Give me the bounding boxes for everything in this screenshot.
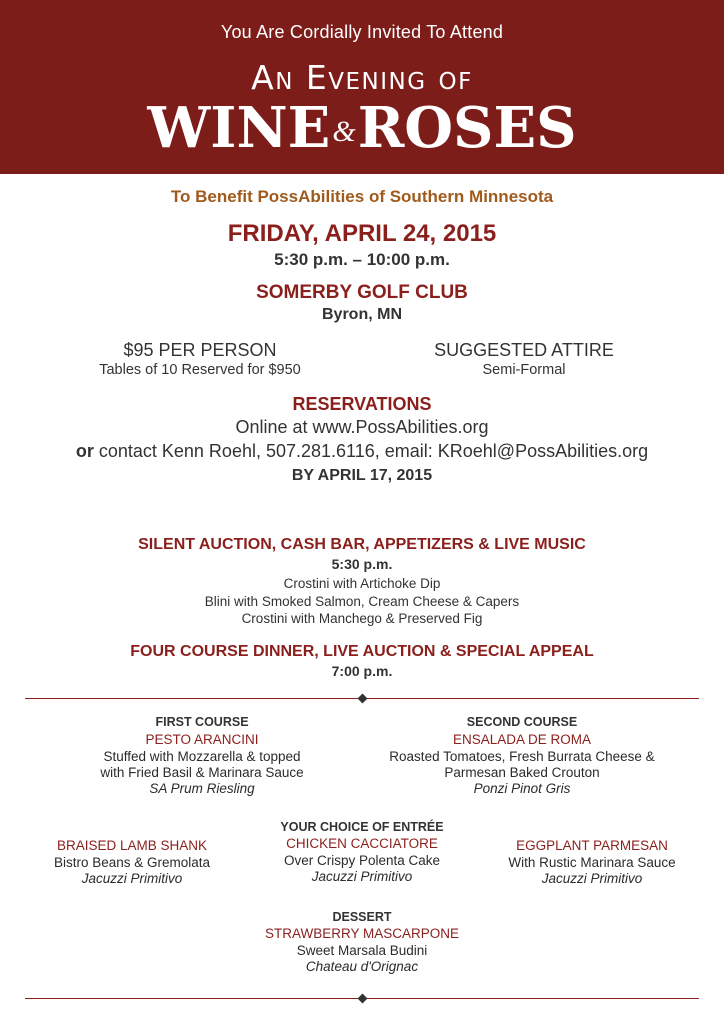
or-word: or [75,441,94,461]
price-label: $95 PER PERSON [123,340,277,360]
first-course-dish: PESTO ARANCINI [145,732,259,747]
dessert-wine: Chateau d'Orignac [305,959,419,974]
entree-chicken-dish: CHICKEN CACCIATORE [286,836,438,851]
invitation-line: You Are Cordially Invited To Attend [220,22,504,42]
entree-chicken-wine: Jacuzzi Primitivo [311,869,413,884]
dinner-time: 7:00 p.m. [331,663,393,679]
second-course-label: SECOND COURSE [466,715,578,729]
divider-diamond [358,994,368,1004]
appetizer-item: Crostini with Artichoke Dip [283,576,441,591]
first-course [52,715,352,796]
entree-eggplant [482,838,702,886]
entree-eggplant-desc: With Rustic Marinara Sauce [508,855,676,870]
attire-value: Semi-Formal [482,362,566,378]
entree-chicken [252,820,472,884]
benefit-line: To Benefit PossAbilities of Southern Minnesota [170,187,554,206]
price-note: Tables of 10 Reserved for $950 [99,362,301,378]
second-course-dish: ENSALADA DE ROMA [452,732,592,747]
first-course-wine: SA Prum Riesling [149,781,255,796]
appetizer-item: Crostini with Manchego & Preserved Fig [241,611,483,626]
reservations-contact [0,441,724,462]
header-banner [0,0,724,174]
reservations-heading: RESERVATIONS [292,394,432,414]
title-wine: WINE [147,95,331,161]
venue-city: Byron, MN [322,306,402,323]
event-title [0,96,724,164]
first-course-label: FIRST COURSE [155,715,249,729]
entree-lamb-wine: Jacuzzi Primitivo [81,871,183,886]
silent-auction-time: 5:30 p.m. [331,556,393,572]
second-course-desc: Parmesan Baked Crouton [444,765,600,780]
entree-lamb-dish: BRAISED LAMB SHANK [56,838,208,853]
entree-eggplant-wine: Jacuzzi Primitivo [541,871,643,886]
attire-label: SUGGESTED ATTIRE [434,340,614,360]
silent-auction-heading: SILENT AUCTION, CASH BAR, APPETIZERS & LIVE MUSIC [138,536,586,553]
dessert-dish: STRAWBERRY MASCARPONE [264,926,460,941]
entree-lamb-desc: Bistro Beans & Gremolata [53,855,211,870]
reservations-deadline: BY APRIL 17, 2015 [291,467,433,484]
dessert-desc: Sweet Marsala Budini [296,943,428,958]
event-time: 5:30 p.m. – 10:00 p.m. [274,250,450,269]
reservations-online: Online at www.PossAbilities.org [235,417,489,437]
event-date: FRIDAY, APRIL 24, 2015 [227,220,497,247]
contact-details: contact Kenn Roehl, 507.281.6116, email: KRoehl@PossAbilities.org [93,441,649,461]
venue-name: SOMERBY GOLF CLUB [256,282,468,303]
entree-eggplant-dish: EGGPLANT PARMESAN [516,838,668,853]
divider-diamond [358,694,368,704]
title-ampersand: & [332,115,356,148]
entree-label: YOUR CHOICE OF ENTRÉE [280,820,444,834]
entree-chicken-desc: Over Crispy Polenta Cake [283,853,441,868]
dessert-label: DESSERT [332,910,392,924]
first-course-desc: Stuffed with Mozzarella & topped [103,749,301,764]
evening-line: An Evening of [251,58,473,97]
second-course [372,715,672,796]
appetizer-item: Blini with Smoked Salmon, Cream Cheese & Capers [204,594,520,609]
dinner-heading: FOUR COURSE DINNER, LIVE AUCTION & SPECIAL APPEAL [130,643,594,660]
dessert-course [212,910,512,974]
entree-lamb [22,838,242,886]
title-roses: ROSES [357,95,577,161]
first-course-desc: with Fried Basil & Marinara Sauce [100,765,304,780]
second-course-wine: Ponzi Pinot Gris [473,781,571,796]
second-course-desc: Roasted Tomatoes, Fresh Burrata Cheese & [389,749,655,764]
